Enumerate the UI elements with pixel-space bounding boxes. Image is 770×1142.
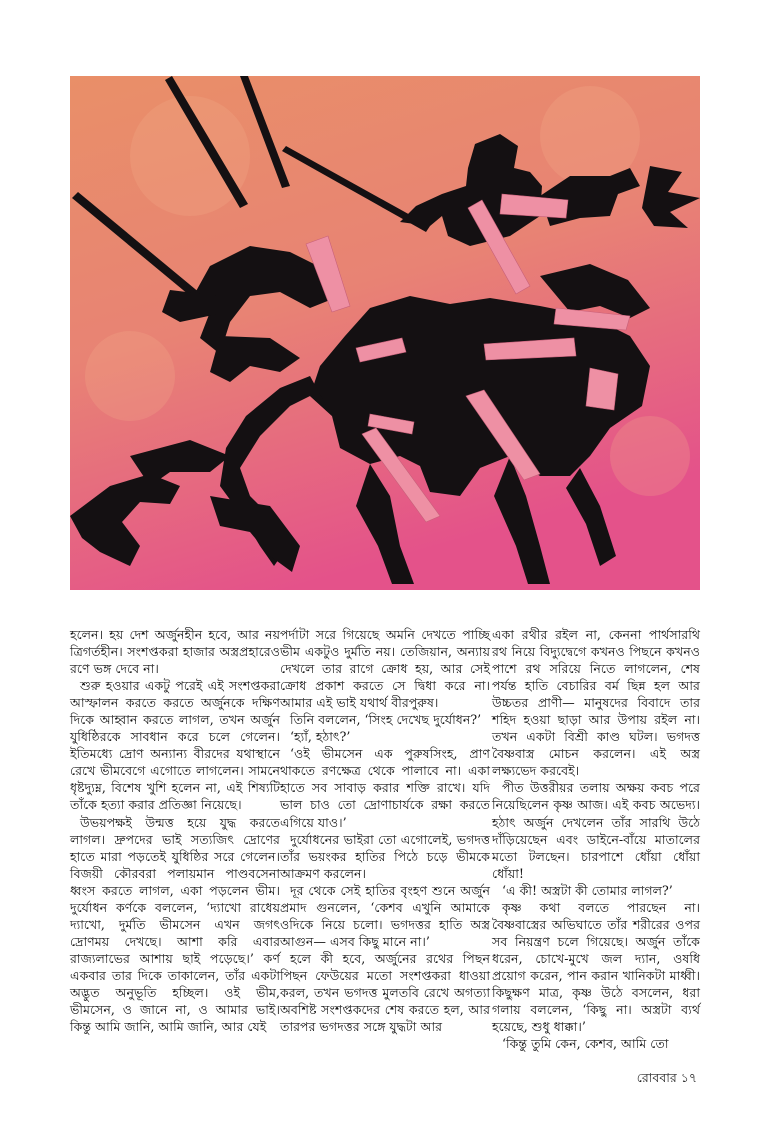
text-column-1 bbox=[70, 626, 280, 1035]
paragraph: কৃষ্ণ কথা বলতে পারছেন না। বৈষ্ণবাস্ত্রের অভিঘাতে তাঁর শরীরের ওপর সব নিয়ন্ত্রণ চলে গিয়েছে। অর্জুন তাঁকে ধরেন, চোখে-মুখে জল দ্যান, ওষধি প্রয়োগ করেন, পান করান খানিকটা মাধ্বী। কিছুক্ষণ মাত্র, কৃষ্ণ উঠে বসলেন, ধরা গলায় বললেন, ‘কিছু না। অস্ত্রটা ব্যর্থ হয়েছে, শুধু ধাক্কা।’ bbox=[492, 899, 700, 1035]
paragraph: ‘এ কী! অস্ত্রটা কী তোমার লাগল?’ bbox=[502, 882, 673, 898]
paragraph: পর্দাটা সরে গিয়েছে অমনি দেখতে পাচ্ছি ভীম একটুও দুর্মতি নয়। তেজিয়ান, অন্যায় দেখলে তার রাগে ক্রোধ হয়, আর সেই ক্রোধ প্রকাশ করতে সে দ্বিধা করে না। আমার এই ভাই যথার্থ বীরপুরুষ। bbox=[280, 627, 490, 711]
paper-cut-artwork bbox=[70, 76, 700, 590]
paragraph: ‘ওই ভীমসেন এক পুরুষসিংহ, প্রাণ থাকতে রণক্ষেত্র থেকে পালাবে না। একা হাতে সব সাবাড় করার শক্তি রাখে। যদি ভাল চাও তো দ্রোণাচার্যকে রক্ষা করতে এগিয়ে যাও।’ bbox=[280, 746, 490, 830]
text-column-2 bbox=[280, 626, 490, 1035]
page-number: রোববার ১৭ bbox=[636, 1070, 697, 1085]
paragraph: হলেন। হয় দেশ অর্জুনহীন হবে, আর নয় ত্রিগর্তহীন। সংশপ্তকরা হাজার অস্ত্রপ্রহারেও রণে ভঙ্গ দেবে না। bbox=[70, 627, 280, 677]
paragraph: তিনি বললেন, ‘সিংহ দেখেছ দুর্যোধন?’ bbox=[290, 712, 482, 728]
paragraph: শুরু হওয়ার একটু পরেই এই সংশপ্তকরা আস্ফালন করতে করতে অর্জুনকে দক্ষিণ দিকে আহ্বান করতে লাগল, তখন অর্জুন যুধিষ্ঠিরকে সাবধান করে চলে গেলেন। ইতিমধ্যে দ্রোণ অন্যান্য বীরদের যথাস্থানে রেখে ভীমবেগে এগোতে লাগলেন। সামনে ধৃষ্টদ্যুম্ন, বিশেষ খুশি হলেন না, এই শিষ্যটি তাঁকে হত্যা করার প্রতিজ্ঞা নিয়েছে। bbox=[70, 678, 280, 813]
paragraph: দুর্যোধনের ভাইরা তো এগোলেই, ভগদত্ত তাঁর ভয়ংকর হাতির পিঠে চড়ে ভীমকে আক্রমণ করলেন। bbox=[280, 831, 490, 881]
paragraph: উভয়পক্ষই উন্মত্ত হয়ে যুদ্ধ করতে লাগল। দ্রুপদের ভাই সত্যজিৎ দ্রোণের হাতে মারা পড়তেই যুধিষ্ঠির সরে গেলেন। বিজয়ী কৌরবরা পলায়মান পাণ্ডবসেনা ধ্বংস করতে লাগল, একা পড়লেন ভীম। দুর্যোধন কর্ণকে বললেন, ‘দ্যাখো রাধেয় দ্যাখো, দুর্মতি ভীমসেন এখন জগৎ দ্রোণময় দেখছে। আশা করি এবার রাজ্যলাভের আশায় ছাই পড়েছে।’ কর্ণ একবার তার দিকে তাকালেন, তাঁর একটা অদ্ভুত অনুভূতি হচ্ছিল। ওই ভীম, ভীমসেন, ও জানে না, ও আমার ভাই। কিন্তু আমি জানি, আমি জানি, আর যেই bbox=[70, 814, 280, 1035]
illustration bbox=[70, 76, 700, 590]
paragraph: দূর থেকে সেই হাতির বৃংহণ শুনে অর্জুন প্রমাদ গুনলেন, ‘কেশব এখুনি আমাকে ওদিকে নিয়ে চলো। ভগদত্তর হাতি অস্ত্র আগুন— এসব কিছু মানে না।’ bbox=[280, 882, 490, 949]
paragraph: একা রথীর রইল না, কেননা পার্থসারথি রথ নিয়ে বিদ্যুদ্বেগে কখনও পিছনে কখনও পাশে রথ সরিয়ে নিতে লাগলেন, শেষ পর্যন্ত হাতি বেচারির বর্ম ছিন্ন হল আর উচ্চতর প্রাণী— মানুষদের বিবাদে তার শহিদ হওয়া ছাড়া আর উপায় রইল না। তখন একটা বিশ্রী কাণ্ড ঘটল। ভগদত্ত বৈষ্ণবাস্ত্র মোচন করলেন। এই অস্ত্র লক্ষ্যভেদ করবেই। bbox=[492, 627, 700, 779]
paragraph: পীত উত্তরীয়র তলায় অক্ষয় কবচ পরে নিয়েছিলেন কৃষ্ণ আজ। এই কবচ অভেদ্য। হঠাৎ অর্জুন দেখলেন তাঁর সারথি উঠে দাঁড়িয়েছেন এবং ডাইনে-বাঁয়ে মাতালের মতো টলছেন। চারপাশে ধোঁয়া ধোঁয়া ধোঁয়া! bbox=[492, 780, 700, 881]
paragraph: ‘কিন্তু তুমি কেন, কেশব, আমি তো bbox=[502, 1036, 669, 1052]
paragraph: ‘হ্যাঁ, হঠাৎ?’ bbox=[290, 729, 351, 745]
paragraph: হলে কী হবে, অর্জুনের রথের পিছন পিছন ফেউয়ের মতো সংশপ্তকরা ধাওয়া করল, তখন ভগদত্ত মুলতবি রেখে অগত্যা অবশিষ্ট সংশপ্তকদের শেষ করতে হল, আর তারপর ভগদত্তর সঙ্গে যুদ্ধটা আর bbox=[280, 950, 490, 1035]
text-column-3 bbox=[492, 626, 700, 1052]
page-footer bbox=[637, 1070, 697, 1090]
